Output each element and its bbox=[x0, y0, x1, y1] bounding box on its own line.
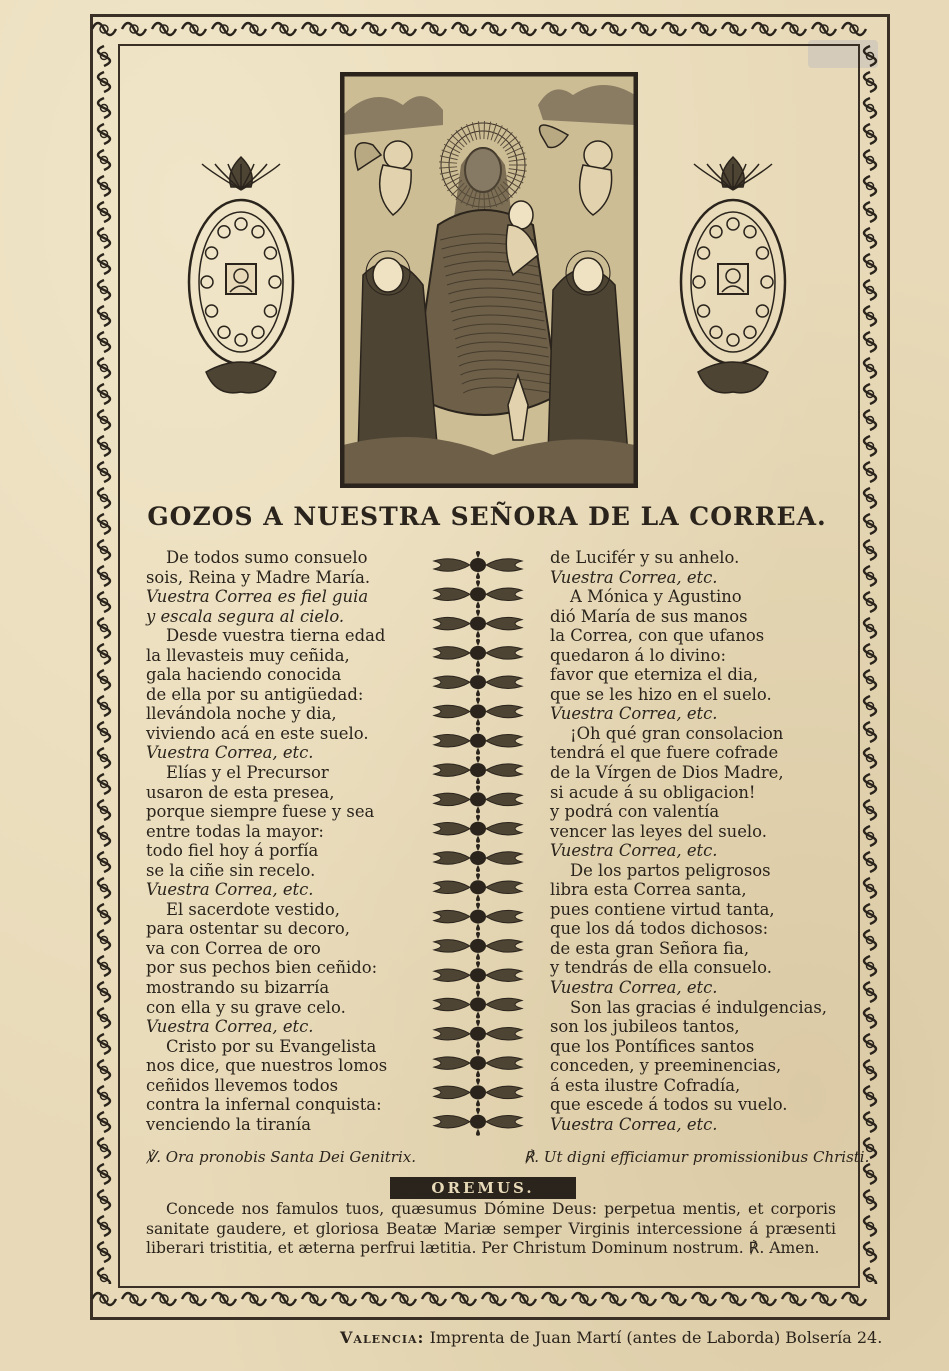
oremus-heading: OREMUS. bbox=[390, 1177, 576, 1199]
prayer-text bbox=[146, 1200, 836, 1259]
verse-line: á esta ilustre Cofradía, bbox=[550, 1075, 741, 1095]
verse-line: Elías y el Precursor bbox=[166, 763, 329, 783]
right-urn-ornament bbox=[678, 152, 788, 402]
verse-line: con ella y su grave celo. bbox=[146, 997, 346, 1017]
verse-line: entre todas la mayor: bbox=[146, 821, 324, 841]
printer-imprint bbox=[340, 1328, 883, 1347]
verse-line: mostrando su bizarría bbox=[146, 978, 330, 998]
central-floral-divider bbox=[428, 550, 528, 1140]
verse-line: para ostentar su decoro, bbox=[146, 919, 350, 939]
verse-line: conceden, y preeminencias, bbox=[550, 1056, 782, 1076]
verse-line: la Correa, con que ufanos bbox=[550, 626, 765, 646]
verse-line: nos dice, que nuestros lomos bbox=[146, 1056, 388, 1076]
verse-line: favor que eterniza el dia, bbox=[550, 665, 759, 685]
verse-line: y tendrás de ella consuelo. bbox=[550, 958, 772, 978]
verse-line: usaron de esta presea, bbox=[146, 782, 335, 802]
verse-line: Vuestra Correa, etc. bbox=[550, 841, 718, 861]
verse-line: ¡Oh qué gran consolacion bbox=[570, 723, 784, 743]
woodcut-illustration bbox=[340, 72, 638, 488]
verse-line: Son las gracias é indulgencias, bbox=[570, 997, 827, 1017]
verse-line: de esta gran Señora fia, bbox=[550, 938, 750, 958]
verse-line: venciendo la tiranía bbox=[146, 1114, 311, 1134]
verse-line: va con Correa de oro bbox=[146, 938, 321, 958]
verse-line: que los Pontífices santos bbox=[550, 1036, 755, 1056]
verse-line: Vuestra Correa, etc. bbox=[550, 704, 718, 724]
versicle: ℣. Ora pronobis Santa Dei Genitrix. bbox=[146, 1148, 416, 1166]
verse-line: vencer las leyes del suelo. bbox=[550, 821, 767, 841]
verse-line: Vuestra Correa, etc. bbox=[550, 567, 718, 587]
verse-line: contra la infernal conquista: bbox=[146, 1095, 382, 1115]
verse-line: que escede á todos su vuelo. bbox=[550, 1095, 788, 1115]
verse-line: todo fiel hoy á porfía bbox=[146, 841, 319, 861]
ornamental-border-bottom bbox=[90, 1284, 884, 1314]
verse-line: de Lucifér y su anhelo. bbox=[550, 548, 740, 567]
verse-line: De los partos peligrosos bbox=[570, 860, 771, 880]
virgin-and-child-woodcut-icon bbox=[343, 75, 635, 485]
left-urn-ornament bbox=[186, 152, 296, 402]
verse-line: Vuestra Correa, etc. bbox=[550, 1114, 718, 1134]
response: ℟. Ut digni efficiamur promissionibus Christi. bbox=[524, 1148, 870, 1166]
verse-line: y podrá con valentía bbox=[550, 802, 720, 822]
verse-line: si acude á su obligacion! bbox=[550, 782, 756, 802]
imprint-text: Imprenta de Juan Martí (antes de Laborda) Bolsería 24. bbox=[429, 1328, 883, 1347]
ornamental-border-left bbox=[90, 44, 118, 1284]
imprint-city: Valencia: bbox=[340, 1328, 425, 1347]
verse-line: gala haciendo conocida bbox=[146, 665, 342, 685]
verse-line: por sus pechos bien ceñido: bbox=[146, 958, 378, 978]
verse-line: Vuestra Correa, etc. bbox=[146, 1017, 314, 1037]
verse-line: porque siempre fuese y sea bbox=[146, 802, 375, 822]
poem-right-column bbox=[550, 548, 840, 1134]
verse-line: de la Vírgen de Dios Madre, bbox=[550, 763, 784, 783]
verse-line: que los dá todos dichosos: bbox=[550, 919, 769, 939]
verse-line: Vuestra Correa, etc. bbox=[550, 978, 718, 998]
verse-line: libra esta Correa santa, bbox=[550, 880, 747, 900]
verse-line: y escala segura al cielo. bbox=[146, 606, 345, 626]
page-title: GOZOS A NUESTRA SEÑORA DE LA CORREA. bbox=[147, 502, 827, 531]
verse-line: Desde vuestra tierna edad bbox=[166, 626, 386, 646]
verse-line: de ella por su antigüedad: bbox=[146, 684, 364, 704]
verse-line: Cristo por su Evangelista bbox=[166, 1036, 377, 1056]
poem-left-column bbox=[146, 548, 436, 1134]
verse-line: la llevasteis muy ceñida, bbox=[146, 645, 350, 665]
verse-line: El sacerdote vestido, bbox=[166, 899, 340, 919]
verse-line: Vuestra Correa, etc. bbox=[146, 880, 314, 900]
verse-line: Vuestra Correa es fiel guia bbox=[146, 587, 369, 607]
ornamental-border-right bbox=[856, 44, 884, 1284]
verse-line: son los jubileos tantos, bbox=[550, 1017, 740, 1037]
prayer-body: Concede nos famulos tuos, quæsumus Dómine Deus: perpetua mentis, et corporis sanitate gaudere, et gloriosa Beatæ Mariæ semper Virginis intercessione á præsenti liberari tristitia, et æterna perfrui lætitia. Per Christum Dominum nostrum. ℟. Amen. bbox=[146, 1200, 836, 1257]
verse-line: pues contiene virtud tanta, bbox=[550, 899, 775, 919]
urn-ornament-icon bbox=[678, 152, 788, 402]
verse-line: dió María de sus manos bbox=[550, 606, 748, 626]
verse-line: Vuestra Correa, etc. bbox=[146, 743, 314, 763]
verse-line: que se les hizo en el suelo. bbox=[550, 684, 772, 704]
verse-line: viviendo acá en este suelo. bbox=[146, 723, 369, 743]
verse-line: tendrá el que fuere cofrade bbox=[550, 743, 779, 763]
verse-line: llevándola noche y dia, bbox=[146, 704, 337, 724]
verse-line: quedaron á lo divino: bbox=[550, 645, 726, 665]
verse-line: se la ciñe sin recelo. bbox=[146, 860, 316, 880]
urn-ornament-icon bbox=[186, 152, 296, 402]
verse-line: De todos sumo consuelo bbox=[166, 548, 368, 567]
verse-line: ceñidos llevemos todos bbox=[146, 1075, 339, 1095]
verse-line: sois, Reina y Madre María. bbox=[146, 567, 371, 587]
verse-line: A Mónica y Agustino bbox=[570, 587, 742, 607]
ornamental-border-top bbox=[90, 14, 884, 44]
